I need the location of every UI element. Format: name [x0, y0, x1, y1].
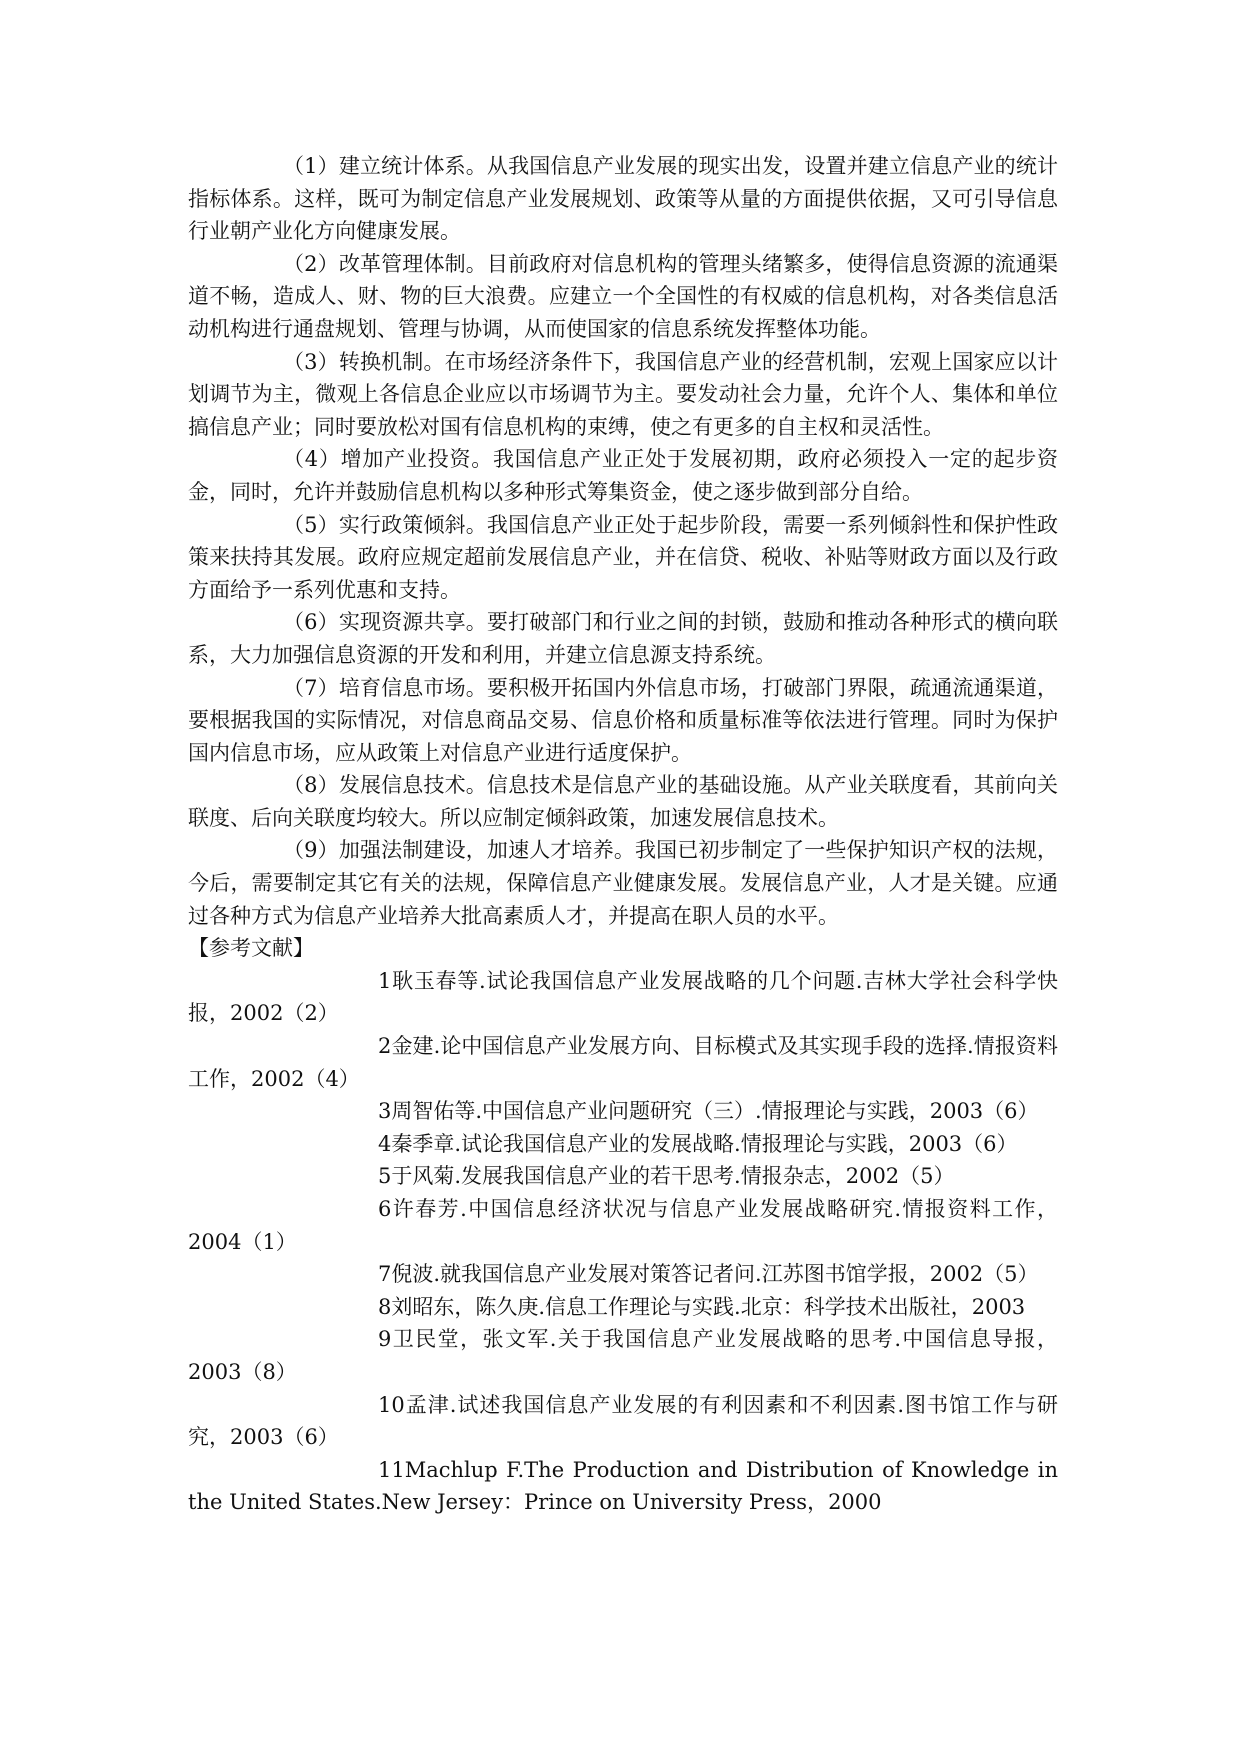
reference-item	[188, 1030, 1058, 1095]
reference-item	[188, 965, 1058, 1030]
reference-item	[188, 1323, 1058, 1388]
paragraph-1: （1）建立统计体系。从我国信息产业发展的现实出发，设置并建立信息产业的统计指标体系。这样，既可为制定信息产业发展规划、政策等从量的方面提供依据，又可引导信息行业朝产业化方向健康发展。	[188, 154, 1058, 244]
reference-item	[188, 1258, 1058, 1291]
paragraph-9: （9）加强法制建设，加速人才培养。我国已初步制定了一些保护知识产权的法规，今后，需要制定其它有关的法规，保障信息产业健康发展。发展信息产业，人才是关键。应通过各种方式为信息产业培养大批高素质人才，并提高在职人员的水平。	[188, 838, 1058, 928]
reference-text: 孟津.试述我国信息产业发展的有利因素和不利因素.图书馆工作与研究，2003（6）	[188, 1392, 1058, 1450]
paragraph-8: （8）发展信息技术。信息技术是信息产业的基础设施。从产业关联度看，其前向关联度、后向关联度均较大。所以应制定倾斜政策，加速发展信息技术。	[188, 773, 1058, 830]
reference-text: 金建.论中国信息产业发展方向、目标模式及其实现手段的选择.情报资料工作，2002（4）	[188, 1034, 1058, 1091]
paragraph-6: （6）实现资源共享。要打破部门和行业之间的封锁，鼓励和推动各种形式的横向联系，大力加强信息资源的开发和利用，并建立信息源支持系统。	[188, 610, 1058, 667]
paragraph-7: （7）培育信息市场。要积极开拓国内外信息市场，打破部门界限，疏通流通渠道，要根据我国的实际情况，对信息商品交易、信息价格和质量标准等依法进行管理。同时为保护国内信息市场，应从政策上对信息产业进行适度保护。	[188, 675, 1058, 765]
reference-text: 刘昭东，陈久庚.信息工作理论与实践.北京：科学技术出版社，2003	[391, 1294, 1026, 1319]
reference-text: 许春芳.中国信息经济状况与信息产业发展战略研究.情报资料工作，2004（1）	[188, 1197, 1058, 1254]
reference-text: 耿玉春等.试论我国信息产业发展战略的几个问题.吉林大学社会科学快报，2002（2）	[188, 968, 1058, 1026]
reference-item	[188, 1454, 1058, 1519]
reference-number: 9	[378, 1327, 392, 1352]
reference-text: 周智佑等.中国信息产业问题研究（三）.情报理论与实践，2003（6）	[391, 1099, 1039, 1124]
reference-item	[188, 1160, 1058, 1193]
reference-item	[188, 1291, 1058, 1324]
reference-number: 3	[378, 1099, 392, 1124]
reference-list	[188, 965, 1058, 1519]
reference-number: 10	[378, 1392, 405, 1417]
reference-text: 秦季章.试论我国信息产业的发展战略.情报理论与实践，2003（6）	[391, 1131, 1018, 1156]
reference-number: 4	[378, 1131, 392, 1156]
reference-number: 2	[378, 1034, 392, 1059]
reference-item	[188, 1193, 1058, 1258]
reference-item	[188, 1128, 1058, 1161]
reference-number: 11	[378, 1457, 405, 1482]
reference-number: 6	[378, 1197, 392, 1221]
reference-item	[188, 1389, 1058, 1454]
reference-number: 7	[378, 1262, 392, 1287]
document-page	[188, 150, 1058, 1519]
reference-number: 8	[378, 1294, 392, 1319]
reference-text: 于风菊.发展我国信息产业的若干思考.情报杂志，2002（5）	[391, 1164, 955, 1189]
paragraph-4: （4）增加产业投资。我国信息产业正处于发展初期，政府必须投入一定的起步资金，同时，允许并鼓励信息机构以多种形式筹集资金，使之逐步做到部分自给。	[188, 447, 1058, 504]
reference-item	[188, 1095, 1058, 1128]
reference-number: 5	[378, 1164, 392, 1189]
paragraph-2: （2）改革管理体制。目前政府对信息机构的管理头绪繁多，使得信息资源的流通渠道不畅，造成人、财、物的巨大浪费。应建立一个全国性的有权威的信息机构，对各类信息活动机构进行通盘规划、管理与协调，从而使国家的信息系统发挥整体功能。	[188, 251, 1058, 341]
paragraph-5: （5）实行政策倾斜。我国信息产业正处于起步阶段，需要一系列倾斜性和保护性政策来扶持其发展。政府应规定超前发展信息产业，并在信贷、税收、补贴等财政方面以及行政方面给予一系列优惠和支持。	[188, 512, 1058, 602]
reference-number: 1	[378, 968, 392, 993]
reference-text: Machlup F.The Production and Distribution of Knowledge in the United States.New Jersey：Prince on University Press，2000	[188, 1457, 1058, 1515]
reference-text: 卫民堂，张文军.关于我国信息产业发展战略的思考.中国信息导报，2003（8）	[188, 1327, 1058, 1384]
paragraph-3: （3）转换机制。在市场经济条件下，我国信息产业的经营机制，宏观上国家应以计划调节为主，微观上各信息企业应以市场调节为主。要发动社会力量，允许个人、集体和单位搞信息产业；同时要放松对国有信息机构的束缚，使之有更多的自主权和灵活性。	[188, 349, 1058, 439]
reference-text: 倪波.就我国信息产业发展对策答记者问.江苏图书馆学报，2002（5）	[391, 1262, 1039, 1287]
references-heading: 【参考文献】	[188, 936, 314, 961]
